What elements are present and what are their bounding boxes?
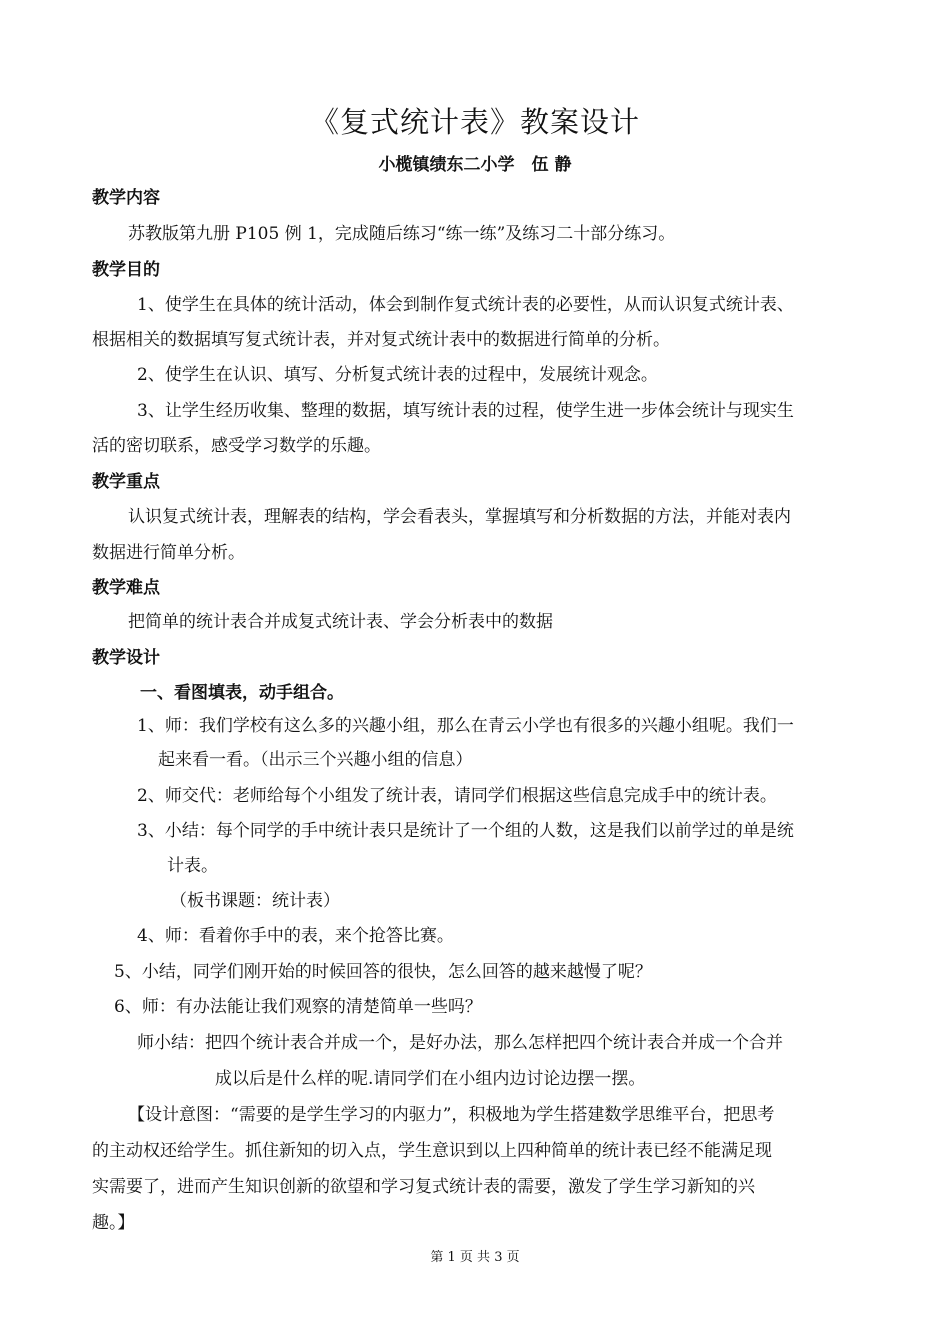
goals-line: 活的密切联系，感受学习数学的乐趣。 — [92, 436, 381, 456]
section-heading-goals: 教学目的 — [92, 260, 160, 280]
difficulties-line: 把简单的统计表合并成复式统计表、学会分析表中的数据 — [128, 612, 553, 632]
document-title: 《复式统计表》教案设计 — [309, 105, 640, 139]
key-points-line: 数据进行简单分析。 — [92, 543, 245, 563]
design-line: 5、小结，同学们刚开始的时候回答的很快，怎么回答的越来越慢了呢？ — [114, 962, 652, 982]
design-line: 成以后是什么样的呢.请同学们在小组内边讨论边摆一摆。 — [215, 1069, 646, 1089]
design-subheading: 一、看图填表，动手组合。 — [140, 683, 344, 703]
section-heading-difficulties: 教学难点 — [92, 578, 160, 598]
key-points-line: 认识复式统计表，理解表的结构，学会看表头，掌握填写和分析数据的方法，并能对表内 — [128, 507, 791, 527]
design-line: 趣。】 — [92, 1213, 135, 1233]
design-line: 6、师：有办法能让我们观察的清楚简单一些吗？ — [114, 997, 482, 1017]
goals-line: 根据相关的数据填写复式统计表，并对复式统计表中的数据进行简单的分析。 — [92, 330, 670, 350]
design-line: 实需要了，进而产生知识创新的欲望和学习复式统计表的需要，激发了学生学习新知的兴 — [92, 1177, 755, 1197]
section-heading-key-points: 教学重点 — [92, 472, 160, 492]
design-line: 4、师：看着你手中的表，来个抢答比赛。 — [137, 926, 454, 946]
goals-line: 3、让学生经历收集、整理的数据，填写统计表的过程，使学生进一步体会统计与现实生 — [137, 401, 794, 421]
page-footer: 第 1 页 共 3 页 — [430, 1250, 520, 1265]
design-line: 1、师：我们学校有这么多的兴趣小组，那么在青云小学也有很多的兴趣小组呢。我们一 — [137, 716, 794, 736]
document-author: 小榄镇绩东二小学 伍 静 — [378, 155, 572, 175]
content-line: 苏教版第九册 P105 例 1，完成随后练习“练一练”及练习二十部分练习。 — [128, 224, 676, 244]
design-line: （板书课题：统计表） — [170, 891, 340, 911]
design-line: 师小结：把四个统计表合并成一个，是好办法，那么怎样把四个统计表合并成一个合并 — [137, 1033, 783, 1053]
design-line: 3、小结：每个同学的手中统计表只是统计了一个组的人数，这是我们以前学过的单是统 — [137, 821, 794, 841]
design-line: 【设计意图：“需要的是学生学习的内驱力”，积极地为学生搭建数学思维平台，把思考 — [128, 1105, 775, 1125]
design-line: 起来看一看。（出示三个兴趣小组的信息） — [158, 750, 473, 770]
goals-line: 2、使学生在认识、填写、分析复式统计表的过程中，发展统计观念。 — [137, 365, 658, 385]
design-line: 的主动权还给学生。抓住新知的切入点，学生意识到以上四种简单的统计表已经不能满足现 — [92, 1141, 772, 1161]
section-heading-content: 教学内容 — [92, 188, 160, 208]
design-line: 2、师交代：老师给每个小组发了统计表，请同学们根据这些信息完成手中的统计表。 — [137, 786, 777, 806]
design-line: 计表。 — [167, 856, 218, 876]
goals-line: 1、使学生在具体的统计活动，体会到制作复式统计表的必要性，从而认识复式统计表、 — [137, 295, 794, 315]
section-heading-design: 教学设计 — [92, 648, 160, 668]
